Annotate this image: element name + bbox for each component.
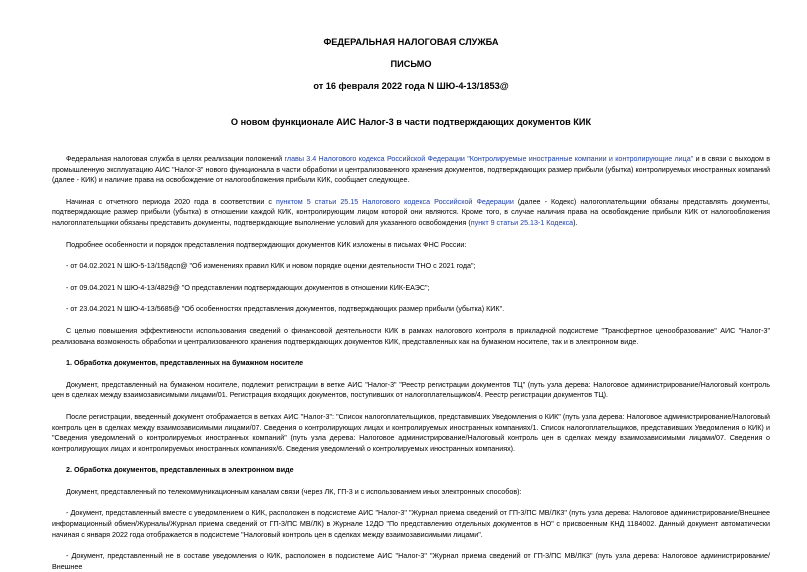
doc-type-heading: ПИСЬМО bbox=[390, 59, 432, 69]
paragraph-intro: Федеральная налоговая служба в целях реализации положений главы 3.4 Налогового кодекса Российской Федерации "Контролируемые иностранные компании и контролирующие лица" и в связи с выходом в промышленную эксплуатацию АИС "Налог-3" нового функционала в части обработки и централизованного хранения документов, подтверждающих размер прибыли (убытка) контролируемых иностранных компаний (далее - КИК) и наличие права на освобождение от налогообложения прибыли КИК, сообщает следующее. bbox=[52, 155, 770, 185]
section-heading-electronic: 2. Обработка документов, представленных в электронном виде bbox=[66, 466, 294, 475]
doc-number-heading: от 16 февраля 2022 года N ШЮ-4-13/1853@ bbox=[313, 81, 509, 91]
paragraph-electronic-with-notice: - Документ, представленный вместе с уведомлением о КИК, расположен в подсистеме АИС "Налог-3" "Журнал приема сведений от ГП-3/ПС МВ/ЛК3" (путь узла дерева: Налоговое администрирование/Внешнее информационный обмен/Журналы/Журнал приема сведений от ГП-3/ПС МВ/ЛК) в Журнале 12ДО "По представлению отдельных документов в НО" с присвоенным КНД 1184002. Данный документ автоматически начиная с января 2022 года отображается в подсистеме "Налоговый контроль цен в сделках между взаимозависимыми лицами". bbox=[52, 509, 770, 539]
paragraph-electronic-intro: Документ, представленный по телекоммуникационным каналам связи (через ЛК, ГП-3 и с использованием иных электронных способов): bbox=[66, 487, 522, 496]
list-item: - от 23.04.2021 N ШЮ-4-13/5685@ "Об особенностях представления документов, подтверждающих размер прибыли (убытка) КИК". bbox=[66, 305, 505, 314]
link-article-25-13-1[interactable]: пункт 9 статьи 25.13-1 Кодекса bbox=[470, 218, 574, 227]
paragraph-paper-registration: Документ, представленный на бумажном носителе, подлежит регистрации в ветке АИС "Налог-3" "Реестр регистрации документов ТЦ" (путь узла дерева: Налоговое администрирование/Налоговый контроль цен в сделках между взаимозависимыми лицами/01. Регистрация входящих документов, поступивших от налогоплательщиков/4. Реестр регистрации документов ТЦ). bbox=[52, 380, 770, 400]
list-item: - от 09.04.2021 N ШЮ-4-13/4829@ "О представлении подтверждающих документов в отношении КИК-ЕАЭС"; bbox=[66, 283, 430, 292]
paragraph-obligations: Начиная с отчетного периода 2020 года в соответствии с пунктом 5 статьи 25.15 Налогового кодекса Российской Федерации (далее - Кодекс) налогоплательщики обязаны представлять документы, подтверждающие размер прибыли (убытка) в отношении каждой КИК, контролирующим лицом которой они являются. Кроме того, в случае наличия права на освобождение прибыли КИК от налогообложения налогоплательщики обязаны представить документы, подтверждающие выполнение условий для указанного освобождения (пункт 9 статьи 25.13-1 Кодекса). bbox=[52, 197, 770, 227]
paragraph-paper-display: После регистрации, введенный документ отображается в ветках АИС "Налог-3": "Список налогоплательщиков, представивших Уведомления о КИК" (путь узла дерева: Налоговое администрирование/Налоговый контроль цен в сделках между взаимозависимыми лицами/07. Сведения о контролирующих лицах и контролируемых иностранных компаниях/1. Список налогоплательщиков, представивших Уведомления о КИК) и "Сведения уведомлений о контролируемых иностранных компаний" (путь узла дерева: Налоговое администрирование/Налоговый контроль цен в сделках между взаимозависимыми лицами/07. Сведения о контролирующих лицах и контролируемых иностранных компаниях/6. Сведения уведомлений о контролируемых иностранных компаниях). bbox=[52, 412, 770, 453]
link-chapter-3-4[interactable]: главы 3.4 Налогового кодекса Российской Федерации "Контролируемые иностранные компании и контролирующие лица" bbox=[284, 155, 694, 163]
link-article-25-15[interactable]: пунктом 5 статьи 25.15 Налогового кодекса Российской Федерации bbox=[276, 197, 514, 206]
paragraph-functionality: С целью повышения эффективности использования сведений о финансовой деятельности КИК в рамках налогового контроля в прикладной подсистеме "Трансфертное ценообразование" АИС "Налог-3" реализована возможность обработки и централизованного хранения подтверждающих документов КИК, представленных как на бумажном носителе, так и в электронном виде. bbox=[52, 326, 770, 346]
section-heading-paper: 1. Обработка документов, представленных на бумажном носителе bbox=[66, 359, 304, 368]
document-page bbox=[52, 30, 770, 572]
org-heading: ФЕДЕРАЛЬНАЯ НАЛОГОВАЯ СЛУЖБА bbox=[323, 37, 499, 47]
paragraph-electronic-without-notice: - Документ, представленный не в составе уведомления о КИК, расположен в подсистеме АИС "Налог-3" "Журнал приема сведений от ГП-3/ПС МВ/ЛК3" (путь узла дерева: Налоговое администрирование/Внешнее bbox=[52, 552, 770, 571]
paragraph-letters-intro: Подробнее особенности и порядок представления подтверждающих документов КИК изложены в письмах ФНС России: bbox=[66, 240, 467, 249]
doc-subject-heading: О новом функционале АИС Налог-3 в части подтверждающих документов КИК bbox=[230, 117, 592, 127]
list-item: - от 04.02.2021 N ШЮ-5-13/158дсп@ "Об изменениях правил КИК и новом порядке оценки деятельности ТНО с 2021 года"; bbox=[66, 262, 476, 271]
